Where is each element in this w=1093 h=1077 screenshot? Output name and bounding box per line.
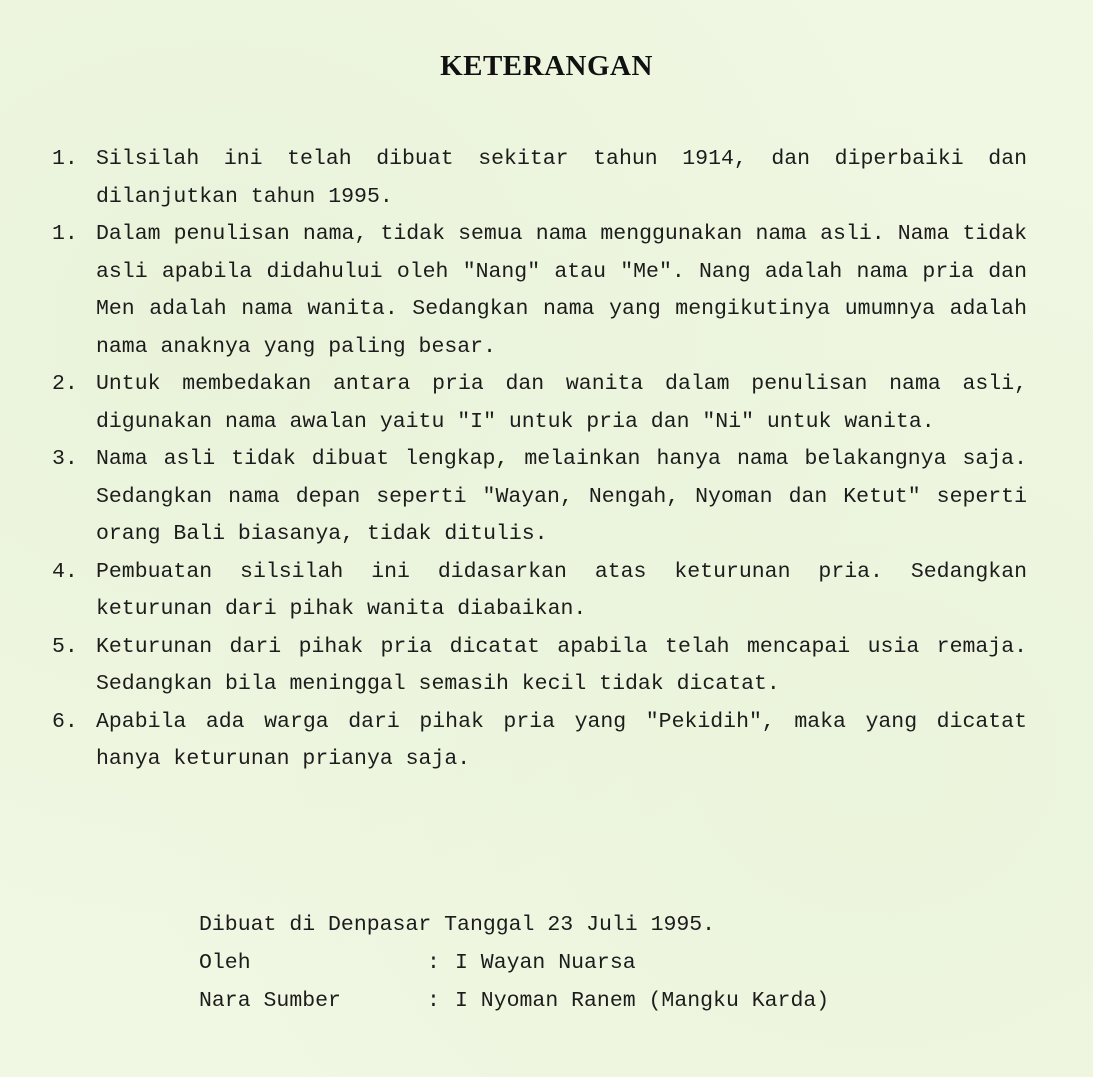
note-item-2 [52, 216, 1027, 366]
note-text: Pembuatan silsilah ini didasarkan atas keturunan pria. Sedangkan keturunan dari pihak wanita diabaikan. [96, 559, 1027, 621]
document-title: KETERANGAN [440, 50, 653, 82]
source-value: I Nyoman Ranem (Mangku Karda) [455, 989, 830, 1013]
note-text: Silsilah ini telah dibuat sekitar tahun 1914, dan diperbaiki dan dilanjutkan tahun 1995. [96, 147, 1027, 209]
note-item-6 [52, 629, 1027, 704]
note-text: Untuk membedakan antara pria dan wanita dalam penulisan nama asli, digunakan nama awalan yaitu "I" untuk pria dan "Ni" untuk wanita. [96, 372, 1027, 434]
source-line [199, 982, 829, 1020]
note-item-5 [52, 554, 1027, 629]
place-date-line [199, 906, 829, 944]
note-text: Dalam penulisan nama, tidak semua nama menggunakan nama asli. Nama tidak asli apabila didahului oleh "Nang" atau "Me". Nang adalah nama pria dan Men adalah nama wanita. Sedangkan nama yang mengikutinya umumnya adalah nama anaknya yang paling besar. [96, 222, 1027, 359]
note-number: 5. [52, 634, 78, 659]
note-number: 4. [52, 559, 78, 584]
author-line [199, 944, 829, 982]
note-text: Apabila ada warga dari pihak pria yang "Pekidih", maka yang dicatat hanya keturunan prianya saja. [96, 709, 1027, 771]
note-number: 1. [52, 222, 78, 246]
notes-list [52, 141, 1027, 779]
author-value: I Wayan Nuarsa [455, 951, 636, 975]
source-colon: : [427, 989, 440, 1013]
author-label: Oleh [199, 951, 251, 975]
note-number: 3. [52, 447, 78, 471]
note-text: Nama asli tidak dibuat lengkap, melainkan hanya nama belakangnya saja. Sedangkan nama depan seperti "Wayan, Nengah, Nyoman dan Ketut" seperti orang Bali biasanya, tidak ditulis. [96, 447, 1027, 546]
note-number: 1. [52, 147, 78, 171]
note-item-1 [52, 141, 1027, 216]
note-item-4 [52, 441, 1027, 554]
note-item-7 [52, 704, 1027, 779]
signature-block [199, 906, 829, 1020]
source-label: Nara Sumber [199, 989, 341, 1013]
note-item-3 [52, 366, 1027, 441]
note-number: 6. [52, 709, 78, 734]
author-colon: : [427, 951, 440, 975]
note-text: Keturunan dari pihak pria dicatat apabila telah mencapai usia remaja. Sedangkan bila meninggal semasih kecil tidak dicatat. [96, 634, 1027, 696]
place-date-text: Dibuat di Denpasar Tanggal 23 Juli 1995. [199, 913, 716, 937]
note-number: 2. [52, 372, 78, 396]
